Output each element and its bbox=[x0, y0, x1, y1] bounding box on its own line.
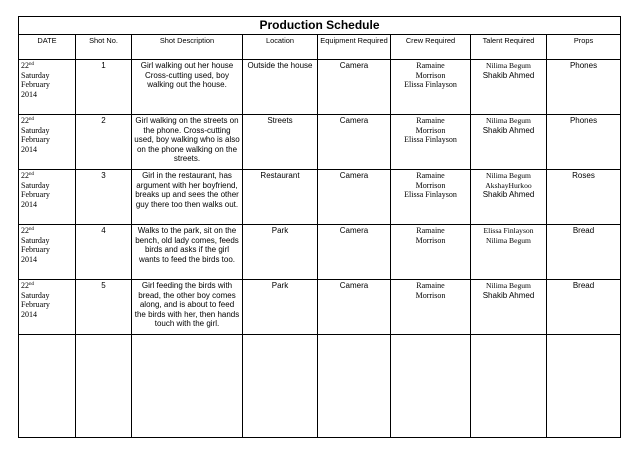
talent-name: Shakib Ahmed bbox=[482, 70, 535, 80]
shot-number: 2 bbox=[76, 115, 132, 170]
production-schedule-table bbox=[18, 16, 621, 438]
equipment-cell: Camera bbox=[318, 225, 391, 280]
crew-name: Ramaine bbox=[416, 61, 445, 70]
date-year: 2014 bbox=[21, 254, 37, 264]
date-day: 22 bbox=[21, 61, 29, 70]
crew-name: Ramaine bbox=[416, 226, 445, 235]
talent-cell bbox=[471, 60, 547, 115]
empty-cell bbox=[471, 335, 547, 438]
header-talent: Talent Required bbox=[471, 35, 547, 60]
talent-cell bbox=[471, 115, 547, 170]
props-cell: Phones bbox=[547, 60, 621, 115]
props-cell: Phones bbox=[547, 115, 621, 170]
talent-name: Nilima Begum bbox=[486, 61, 531, 70]
equipment-cell: Camera bbox=[318, 60, 391, 115]
empty-cell bbox=[243, 335, 318, 438]
talent-name: Shakib Ahmed bbox=[482, 125, 535, 135]
shot-number: 5 bbox=[76, 280, 132, 335]
date-year: 2014 bbox=[21, 309, 37, 319]
header-crew: Crew Required bbox=[391, 35, 471, 60]
crew-cell bbox=[391, 115, 471, 170]
location-cell: Streets bbox=[243, 115, 318, 170]
date-cell bbox=[19, 60, 76, 115]
date-weekday: Saturday bbox=[21, 180, 50, 190]
header-shot-no: Shot No. bbox=[76, 35, 132, 60]
shot-number: 3 bbox=[76, 170, 132, 225]
date-suffix: nd bbox=[29, 172, 34, 177]
shot-description: Girl in the restaurant, has argument with her boyfriend, breaks up and sees the other guy there too then walks out. bbox=[132, 170, 243, 225]
talent-cell bbox=[471, 280, 547, 335]
shot-number: 1 bbox=[76, 60, 132, 115]
talent-name: Shakib Ahmed bbox=[482, 290, 535, 300]
location-cell: Park bbox=[243, 225, 318, 280]
date-day: 22 bbox=[21, 116, 29, 125]
props-cell: Bread bbox=[547, 280, 621, 335]
empty-cell bbox=[76, 335, 132, 438]
props-cell: Roses bbox=[547, 170, 621, 225]
talent-name: Nilima Begum bbox=[486, 116, 531, 125]
empty-cell bbox=[318, 335, 391, 438]
crew-name: Morrison bbox=[415, 70, 446, 80]
equipment-cell: Camera bbox=[318, 170, 391, 225]
date-year: 2014 bbox=[21, 199, 37, 209]
date-cell bbox=[19, 170, 76, 225]
crew-cell bbox=[391, 280, 471, 335]
shot-description: Girl walking out her house Cross-cutting used, boy walking out the house. bbox=[132, 60, 243, 115]
date-month: February bbox=[21, 190, 50, 200]
location-cell: Restaurant bbox=[243, 170, 318, 225]
date-suffix: nd bbox=[29, 117, 34, 122]
table-row bbox=[19, 170, 621, 225]
location-cell: Park bbox=[243, 280, 318, 335]
date-year: 2014 bbox=[21, 89, 37, 99]
date-suffix: nd bbox=[29, 227, 34, 232]
empty-cell bbox=[132, 335, 243, 438]
empty-row bbox=[19, 335, 621, 438]
date-day: 22 bbox=[21, 226, 29, 235]
equipment-cell: Camera bbox=[318, 280, 391, 335]
date-day: 22 bbox=[21, 171, 29, 180]
talent-cell bbox=[471, 170, 547, 225]
crew-name: Ramaine bbox=[416, 171, 445, 180]
empty-cell bbox=[19, 335, 76, 438]
table-row bbox=[19, 115, 621, 170]
props-cell: Bread bbox=[547, 225, 621, 280]
crew-name: Morrison bbox=[415, 290, 446, 300]
talent-name: Nilima Begum bbox=[486, 171, 531, 180]
crew-name: Morrison bbox=[415, 125, 446, 135]
table-title: Production Schedule bbox=[19, 17, 621, 35]
table-row bbox=[19, 225, 621, 280]
talent-name: Shakib Ahmed bbox=[482, 190, 535, 200]
talent-name: Elissa Finlayson bbox=[483, 226, 534, 235]
date-year: 2014 bbox=[21, 144, 37, 154]
crew-cell bbox=[391, 60, 471, 115]
date-month: February bbox=[21, 80, 50, 90]
date-suffix: nd bbox=[29, 62, 34, 67]
crew-name: Morrison bbox=[415, 235, 446, 245]
crew-name: Elissa Finlayson bbox=[404, 80, 457, 90]
shot-description: Walks to the park, sit on the bench, old lady comes, feeds birds and asks if the girl wants to feed the birds too. bbox=[132, 225, 243, 280]
crew-name: Elissa Finlayson bbox=[404, 135, 457, 145]
crew-name: Elissa Finlayson bbox=[404, 190, 457, 200]
header-equipment: Equipment Required bbox=[318, 35, 391, 60]
empty-cell bbox=[547, 335, 621, 438]
date-cell bbox=[19, 115, 76, 170]
header-shot-description: Shot Description bbox=[132, 35, 243, 60]
crew-cell bbox=[391, 225, 471, 280]
crew-name: Morrison bbox=[415, 180, 446, 190]
equipment-cell: Camera bbox=[318, 115, 391, 170]
table-row bbox=[19, 280, 621, 335]
header-props: Props bbox=[547, 35, 621, 60]
location-cell: Outside the house bbox=[243, 60, 318, 115]
crew-name: Ramaine bbox=[416, 116, 445, 125]
schedule-body bbox=[19, 60, 621, 335]
shot-description: Girl walking on the streets on the phone. Cross-cutting used, boy walking who is also on the phone walking on the streets. bbox=[132, 115, 243, 170]
talent-name: Nilima Begum bbox=[486, 281, 531, 290]
table-row bbox=[19, 60, 621, 115]
date-weekday: Saturday bbox=[21, 235, 50, 245]
talent-name: AkshayHurkoo bbox=[485, 180, 532, 190]
date-suffix: nd bbox=[29, 282, 34, 287]
header-date: DATE bbox=[19, 35, 76, 60]
date-weekday: Saturday bbox=[21, 70, 50, 80]
date-month: February bbox=[21, 245, 50, 255]
empty-cell bbox=[391, 335, 471, 438]
crew-name: Ramaine bbox=[416, 281, 445, 290]
crew-cell bbox=[391, 170, 471, 225]
date-weekday: Saturday bbox=[21, 125, 50, 135]
date-month: February bbox=[21, 300, 50, 310]
header-location: Location bbox=[243, 35, 318, 60]
talent-cell bbox=[471, 225, 547, 280]
shot-description: Girl feeding the birds with bread, the other boy comes along, and is about to feed the birds with her, then hands touch with the girl. bbox=[132, 280, 243, 335]
header-row bbox=[19, 35, 621, 60]
date-day: 22 bbox=[21, 281, 29, 290]
date-cell bbox=[19, 225, 76, 280]
date-weekday: Saturday bbox=[21, 290, 50, 300]
date-month: February bbox=[21, 135, 50, 145]
talent-name: Nilima Begum bbox=[486, 235, 531, 245]
shot-number: 4 bbox=[76, 225, 132, 280]
date-cell bbox=[19, 280, 76, 335]
